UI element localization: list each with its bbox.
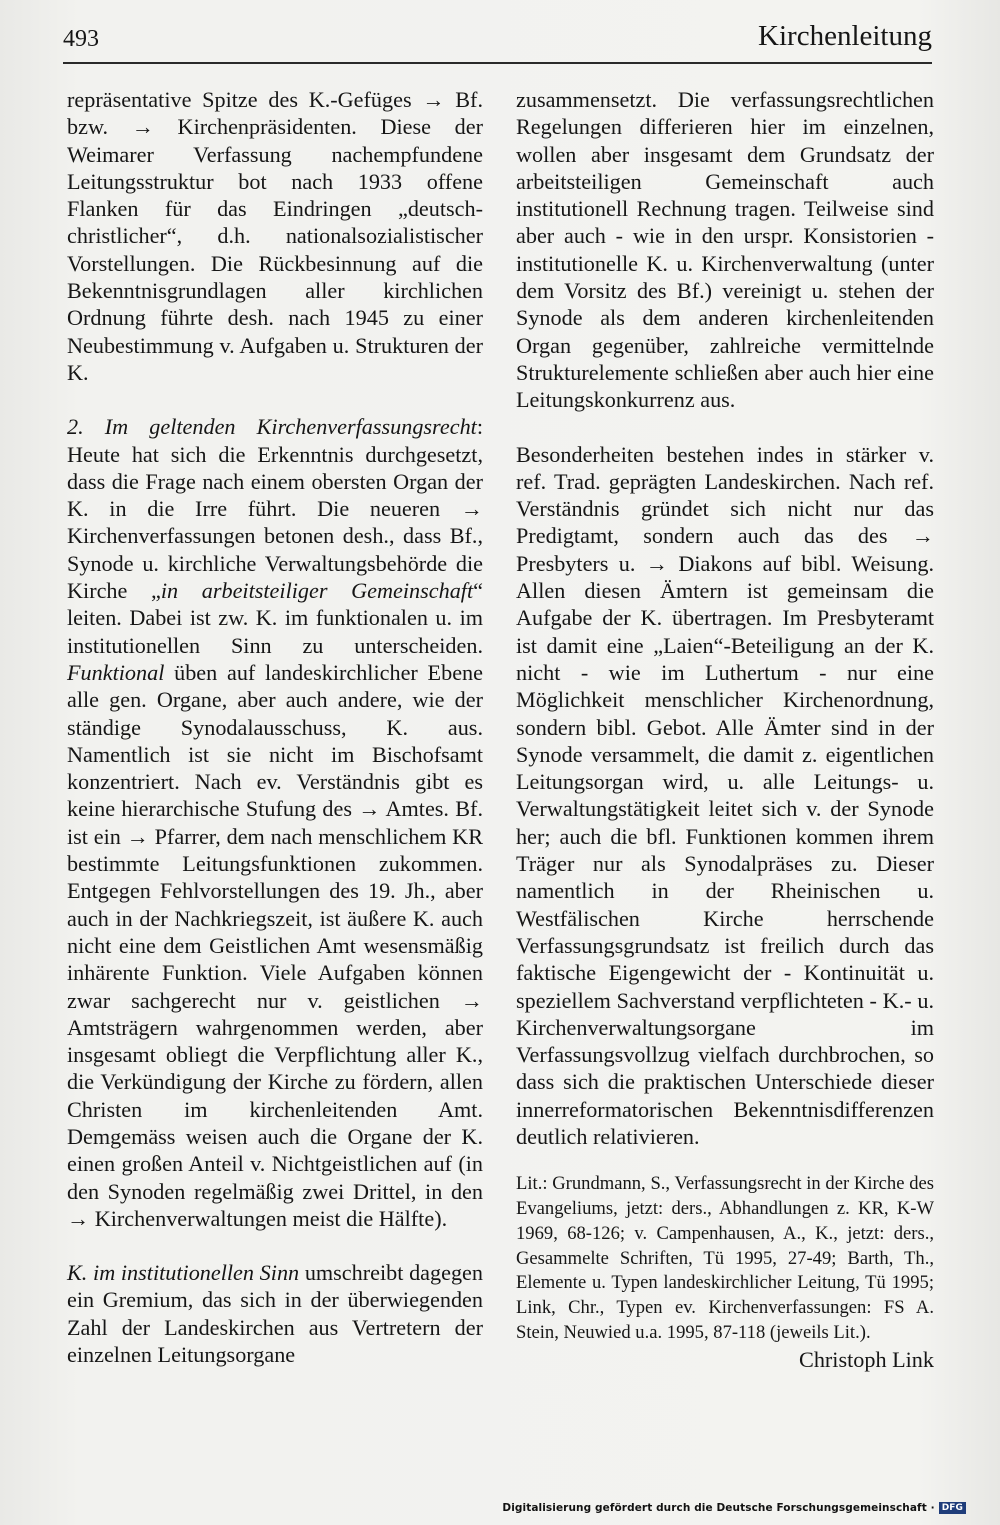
literature-list: Lit.: Grundmann, S., Verfassungsrecht in der Kirche des Evangeliums, jetzt: ders., Abhandlungen z. KR, K-W 1969, 68-126; v. Campenhausen, A., K., jetzt: ders., Gesammelte Schriften, Tü 1995, 27-49; Barth, Th., Elemente u. Typen landeskirchlicher Leitung, Tü 1995; Link, Chr., Typen ev. Kirchenverfassungen: FS A. Stein, Neuwied u.a. 1995, 87-118 (jeweils Lit.). bbox=[516, 1173, 934, 1344]
right-paragraph-2: Besonderheiten bestehen indes in stärker v. ref. Trad. geprägten Landeskirchen. Nach ref. Verständnis gründet sich nicht nur das Predigtamt, sondern auch das des → Presbyters u. → Diakons auf bibl. Weisung. Allen diesen Ämtern ist gemeinsam die Aufgabe der K. übertragen. Im Presbyteramt ist damit eine „Laien“-Beteiligung an der K. nicht - wie im Luthertum - nur eine Möglichkeit menschlicher Kirchenordnung, sondern bibl. Gebot. Alle Ämter sind in der Synode versammelt, die damit z. eigentlichen Leitungsorgan wird, u. alle Leitungs- u. Verwaltungstätigkeit leitet sich v. der Synode her; auch die bfl. Funktionen kommen ihrem Träger nur als Synodalpräses zu. Dieser namentlich in der Rheinischen u. Westfälischen Kirche herrschende Verfassungsgrundsatz ist freilich durch das faktische Eigengewicht der - Kontinuität u. speziellem Sachverstand verpflichteten - K.- u. Kirchenverwaltungsorgane im Verfassungsvollzug vielfach durchbrochen, so dass sich die praktischen Unterschiede dieser innerreformatorischen Bekenntnisdifferenzen deutlich relativieren. bbox=[516, 441, 934, 1149]
paragraph-text: “ leiten. Dabei ist zw. K. im funktionalen u. im institutionellen Sinn zu unterscheiden. bbox=[67, 578, 483, 658]
right-paragraph-1: zusammensetzt. Die verfassungsrechtlichen Regelungen differieren hier im einzelnen, wollen aber insgesamt dem Grundsatz der arbeitsteiligen Gemeinschaft auch institutionell Rechnung tragen. Teilweise sind aber auch - wie in den urspr. Konsistorien - institutionelle K. u. Kirchenverwaltung (unter dem Vorsitz des Bf.) vereinigt u. stehen der Synode als dem anderen kirchenleitenden Organ gegenüber, zahlreiche vermittelnde Strukturelemente schließen aber auch hier eine Leitungskonkurrenz aus. bbox=[516, 87, 934, 413]
paragraph-text: umschreibt dagegen ein Gremium, das sich in der überwiegenden Zahl der Landeskirchen aus Vertretern der einzelnen Leitungsorgane bbox=[67, 1260, 484, 1368]
footer-text: Digitalisierung gefördert durch die Deutsche Forschungsgemeinschaft · bbox=[502, 1502, 935, 1514]
paragraph-text: : Heute hat sich die Erkenntnis durchgesetzt, dass die Frage nach einem obersten Organ der K. in die Irre führt. Die neueren → Kirchenverfassungen betonen desh., dass Bf., Synode u. kirchliche Verwaltungsbehörde die Kirche „ bbox=[67, 414, 483, 604]
digitization-note bbox=[502, 1502, 966, 1514]
left-column bbox=[67, 86, 483, 1368]
term: K. im institutionellen Sinn bbox=[67, 1260, 300, 1286]
left-paragraph-1: repräsentative Spitze des K.-Gefüges → Bf. bzw. → Kirchenpräsidenten. Diese der Weimarer Verfassung nachempfundene Leitungsstruktur bot nach 1933 offene Flanken für das Eindringen „deutsch-christlicher“, d.h. nationalsozialistischer Vorstellungen. Die Rückbesinnung auf die Bekenntnisgrundlagen aller kirchlichen Ordnung führte desh. nach 1945 zu einer Neubestimmung v. Aufgaben u. Strukturen der K. bbox=[67, 87, 483, 385]
author-name: Christoph Link bbox=[799, 1346, 934, 1372]
left-paragraph-3 bbox=[67, 1259, 483, 1368]
header-rule bbox=[63, 62, 932, 64]
quoted-phrase: in arbeitsteiliger Gemeinschaft bbox=[160, 578, 474, 604]
left-paragraph-2 bbox=[67, 413, 483, 1232]
term: Funktional bbox=[67, 659, 165, 685]
dfg-logo: DFG bbox=[939, 1502, 966, 1514]
running-title: Kirchenleitung bbox=[758, 20, 932, 52]
page-number: 493 bbox=[63, 26, 99, 52]
paragraph-text: üben auf landeskirchlicher Ebene alle gen. Organe, aber auch andere, wie der ständige Synodalausschuss, K. aus. Namentlich ist sie nicht im Bischofsamt konzentriert. Nach ev. Verständnis gibt es keine hierarchische Stufung des → Amtes. Bf. ist ein → Pfarrer, dem nach menschlichem KR bestimmte Leitungsfunktionen zukommen. Entgegen Fehlvorstellungen des 19. Jh., aber auch in der Nachkriegszeit, ist äußere K. auch nicht eine dem Geistlichen Amt wesensmäßig inhärente Funktion. Viele Aufgaben können zwar sachgerecht nur v. geistlichen → Amtsträgern wahrgenommen werden, aber insgesamt obliegt die Verpflichtung aller K., die Verkündigung der Kirche zu fördern, allen Christen im kirchenleitenden Amt. Demgemäss weisen auch die Organe der K. einen großen Anteil v. Nichtgeistlichen auf (in den Synoden regelmäßig zwei Drittel, in den → Kirchenverwaltungen meist die Hälfte). bbox=[67, 659, 483, 1231]
right-column bbox=[516, 86, 934, 1373]
section-heading: 2. Im geltenden Kirchenverfassungsrecht bbox=[67, 414, 477, 440]
